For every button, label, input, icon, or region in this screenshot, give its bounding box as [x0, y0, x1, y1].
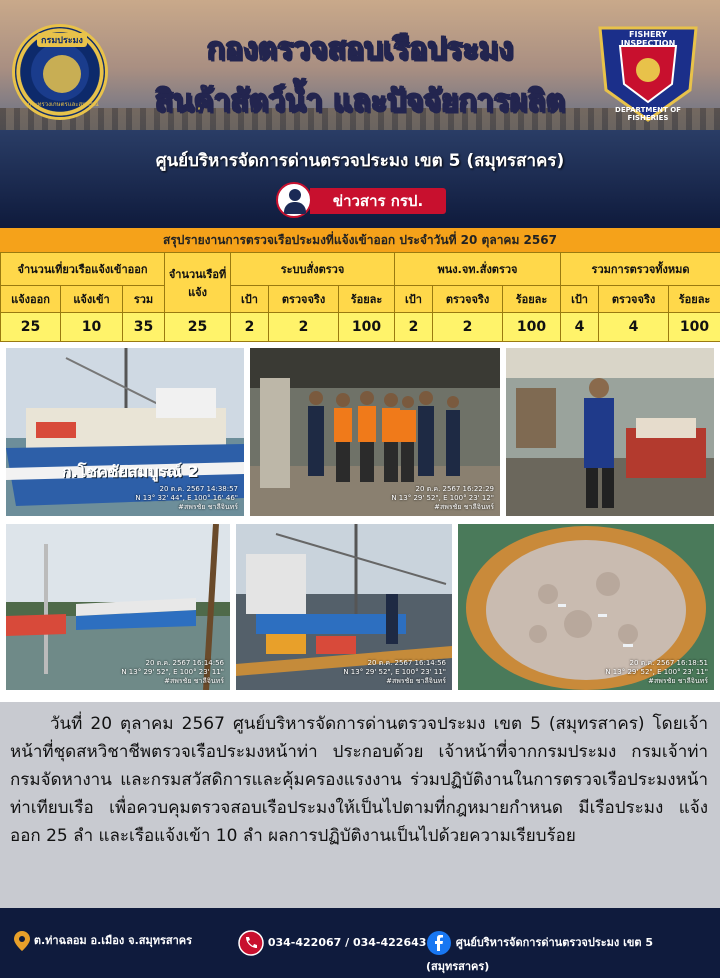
stamp-date: 20 ต.ค. 2567 16:18:51	[605, 659, 708, 668]
boat-name-text: ก.โชคชัยสมบูรณ์ 2	[62, 460, 199, 485]
stamp-author: #สพรชัย ชาลีจินทร์	[135, 503, 238, 512]
photo-grid	[0, 342, 720, 702]
value-sum: 35	[123, 313, 165, 342]
photo-timestamp	[121, 659, 224, 686]
title-line-2: สินค้าสัตว์น้ำ และปัจจัยการผลิต	[0, 78, 720, 125]
sub-in: แจ้งเข้า	[61, 286, 123, 313]
value-tot-percent: 100	[669, 313, 720, 342]
description-panel	[0, 702, 720, 908]
title-line-1: กองตรวจสอบเรือประมง	[0, 26, 720, 73]
footer-bar	[0, 920, 720, 960]
location-pin-icon	[14, 931, 30, 951]
value-sys-target: 2	[231, 313, 269, 342]
stamp-author: #สพรชัย ชาลีจินทร์	[605, 677, 708, 686]
stamp-date: 20 ต.ค. 2567 16:22:29	[391, 485, 494, 494]
stamp-author: #สพรชัย ชาลีจินทร์	[391, 503, 494, 512]
photo-timestamp	[135, 485, 238, 512]
description-text: วันที่ 20 ตุลาคม 2567 ศูนย์บริหารจัดการด่านตรวจประมง เขต 5 (สมุทรสาคร) โดยเจ้าหน้าที่ชุดสหวิชาชีพตรวจเรือประมงหน้าท่า ประกอบด้วย เจ้าหน้าที่จากกรมประมง กรมเจ้าท่า กรมจัดหางาน และกรมสวัสดิการและคุ้มครองแรงงาน ร่วมปฏิบัติงานในการตรวจเรือประมงหน้าท่าเทียบเรือ เพื่อควบคุมตรวจสอบเรือประมงให้เป็นไปตามที่กฎหมายกำหนด มีเรือประมง แจ้งออก 25 ลำ และเรือแจ้งเข้า 10 ลำ ผลการปฏิบัติงานเป็นไปด้วยความเรียบร้อย	[10, 710, 708, 850]
photo-boat-hull	[6, 348, 244, 516]
logo-left-label: กรมประมง	[37, 33, 87, 47]
photo-timestamp	[343, 659, 446, 686]
photo-fish-catch	[458, 524, 714, 690]
sub-percent: ร้อยละ	[339, 286, 395, 313]
header-officer-inspection: พนง.จท.สั่งตรวจ	[395, 253, 561, 286]
table-subheader-row	[1, 286, 720, 313]
value-tot-target: 4	[561, 313, 599, 342]
facebook-text: ศูนย์บริหารจัดการด่านตรวจประมง เขต 5 (สมุทรสาคร)	[426, 936, 653, 973]
logo-left-subtext: กระทรวงเกษตรและสหกรณ์	[25, 99, 101, 109]
value-vessels: 25	[165, 313, 231, 342]
center-subtitle: ศูนย์บริหารจัดการด่านตรวจประมง เขต 5 (สมุทรสาคร)	[0, 147, 720, 174]
value-out: 25	[1, 313, 61, 342]
phone-icon	[238, 930, 264, 956]
photo-officer-inspecting	[506, 348, 714, 516]
badge-top-text: FISHERY INSPECTION	[604, 30, 692, 48]
header-system-inspection: ระบบสั่งตรวจ	[231, 253, 395, 286]
photo-dock-boats	[6, 524, 230, 690]
stamp-coords: N 13° 29' 52", E 100° 23' 11"	[121, 668, 224, 677]
header-trips: จำนวนเที่ยวเรือแจ้งเข้าออก	[1, 253, 165, 286]
footer-phone[interactable]	[238, 930, 426, 952]
header-vessels: จำนวนเรือที่แจ้ง	[165, 253, 231, 313]
value-sys-percent: 100	[339, 313, 395, 342]
news-badge	[276, 182, 446, 218]
value-in: 10	[61, 313, 123, 342]
badge-bottom-text: DEPARTMENT OF FISHERIES	[604, 106, 692, 122]
value-off-percent: 100	[503, 313, 561, 342]
stamp-coords: N 13° 29' 52", E 100° 23' 11"	[343, 668, 446, 677]
inspection-summary-table	[0, 252, 720, 342]
footer-facebook[interactable]	[426, 930, 720, 952]
address-text: ต.ท่าฉลอม อ.เมือง จ.สมุทรสาคร	[34, 934, 192, 947]
stamp-date: 20 ต.ค. 2567 14:38:57	[135, 485, 238, 494]
stamp-coords: N 13° 32' 44", E 100° 16' 46"	[135, 494, 238, 503]
stamp-coords: N 13° 29' 52", E 100° 23' 12"	[391, 494, 494, 503]
report-title: สรุปรายงานการตรวจเรือประมงที่แจ้งเข้าออก ประจำวันที่ 20 ตุลาคม 2567	[0, 228, 720, 252]
sub-target: เป้า	[395, 286, 433, 313]
sub-target: เป้า	[561, 286, 599, 313]
value-tot-actual: 4	[599, 313, 669, 342]
phone-text: 034-422067 / 034-422643	[268, 936, 427, 949]
officer-inspecting-image	[506, 348, 714, 516]
stamp-date: 20 ต.ค. 2567 16:14:56	[121, 659, 224, 668]
value-off-target: 2	[395, 313, 433, 342]
header-banner	[0, 0, 720, 226]
stamp-author: #สพรชัย ชาลีจินทร์	[121, 677, 224, 686]
photo-inspection-team	[250, 348, 500, 516]
photo-boat-deck	[236, 524, 452, 690]
stamp-date: 20 ต.ค. 2567 16:14:56	[343, 659, 446, 668]
sub-actual: ตรวจจริง	[599, 286, 669, 313]
sub-target: เป้า	[231, 286, 269, 313]
footer-address	[14, 930, 192, 952]
sub-actual: ตรวจจริง	[269, 286, 339, 313]
sub-percent: ร้อยละ	[503, 286, 561, 313]
news-label: ข่าวสาร กรป.	[310, 188, 446, 214]
sub-percent: ร้อยละ	[669, 286, 720, 313]
photo-timestamp	[605, 659, 708, 686]
table-values-row	[1, 313, 720, 342]
stamp-coords: N 13° 29' 52", E 100° 23' 11"	[605, 668, 708, 677]
facebook-icon	[426, 930, 452, 956]
value-sys-actual: 2	[269, 313, 339, 342]
sub-out: แจ้งออก	[1, 286, 61, 313]
officer-avatar-icon	[276, 182, 312, 218]
value-off-actual: 2	[433, 313, 503, 342]
header-total-inspection: รวมการตรวจทั้งหมด	[561, 253, 720, 286]
photo-timestamp	[391, 485, 494, 512]
sub-sum: รวม	[123, 286, 165, 313]
table-header-row	[1, 253, 720, 286]
sub-actual: ตรวจจริง	[433, 286, 503, 313]
stamp-author: #สพรชัย ชาลีจินทร์	[343, 677, 446, 686]
